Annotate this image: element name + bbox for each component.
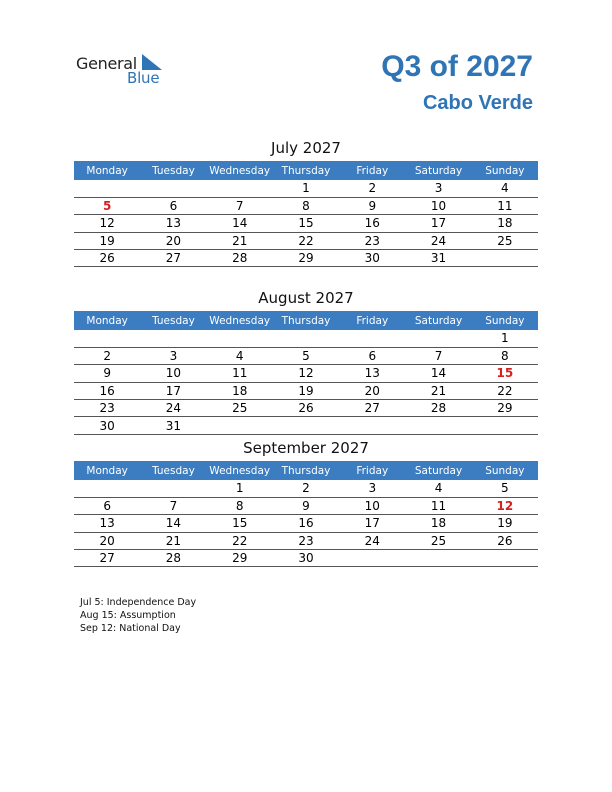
day-cell: 10 [339,497,405,514]
day-cell: 27 [140,250,206,267]
month-title: August 2027 [258,289,354,307]
weekday-header: Wednesday [207,461,273,480]
empty-day-cell [140,480,206,497]
day-cell: 2 [273,480,339,497]
empty-day-cell [140,180,206,197]
day-cell: 25 [405,532,471,549]
week-row [74,497,538,514]
weekday-header: Saturday [405,461,471,480]
day-cell: 24 [339,532,405,549]
weekday-header: Friday [339,461,405,480]
week-row [74,365,538,382]
empty-day-cell [472,550,538,567]
empty-day-cell [74,330,140,347]
day-cell: 18 [472,215,538,232]
day-cell: 9 [74,365,140,382]
day-cell: 15 [273,215,339,232]
day-cell: 6 [74,497,140,514]
day-cell: 16 [273,515,339,532]
day-cell: 13 [140,215,206,232]
month-grid [74,161,538,267]
day-cell: 17 [405,215,471,232]
day-cell: 11 [405,497,471,514]
holiday-note: Sep 12: National Day [80,623,181,635]
week-row [74,417,538,434]
holiday-day-cell: 12 [472,497,538,514]
empty-day-cell [472,250,538,267]
day-cell: 27 [74,550,140,567]
weekday-header: Monday [74,461,140,480]
week-row [74,515,538,532]
day-cell: 6 [140,197,206,214]
day-cell: 10 [405,197,471,214]
generalblue-logo [76,53,176,87]
month-title: July 2027 [271,139,341,157]
empty-day-cell [339,550,405,567]
empty-day-cell [339,330,405,347]
day-cell: 24 [405,232,471,249]
month-grid [74,311,538,435]
day-cell: 28 [207,250,273,267]
week-row [74,400,538,417]
day-cell: 5 [273,347,339,364]
day-cell: 9 [273,497,339,514]
holiday-notes [80,596,196,636]
week-row [74,382,538,399]
holiday-note: Jul 5: Independence Day [80,597,197,608]
day-cell: 14 [405,365,471,382]
day-cell: 27 [339,400,405,417]
day-cell: 25 [207,400,273,417]
holiday-day-cell: 15 [472,365,538,382]
day-cell: 29 [472,400,538,417]
logo-word-blue: Blue [127,69,160,87]
day-cell: 19 [74,232,140,249]
week-row [74,480,538,497]
day-cell: 2 [339,180,405,197]
weekday-header-row [74,311,538,330]
empty-day-cell [207,417,273,434]
day-cell: 3 [140,347,206,364]
week-row [74,215,538,232]
day-cell: 26 [472,532,538,549]
day-cell: 12 [74,215,140,232]
day-cell: 3 [339,480,405,497]
day-cell: 8 [472,347,538,364]
day-cell: 19 [273,382,339,399]
day-cell: 4 [207,347,273,364]
day-cell: 14 [140,515,206,532]
weekday-header: Saturday [405,311,471,330]
day-cell: 26 [273,400,339,417]
day-cell: 3 [405,180,471,197]
empty-day-cell [207,330,273,347]
day-cell: 7 [140,497,206,514]
day-cell: 18 [207,382,273,399]
day-cell: 22 [273,232,339,249]
day-cell: 16 [339,215,405,232]
weekday-header: Wednesday [207,311,273,330]
month-title: September 2027 [243,439,369,457]
week-row [74,532,538,549]
day-cell: 25 [472,232,538,249]
empty-day-cell [74,180,140,197]
day-cell: 26 [74,250,140,267]
day-cell: 17 [140,382,206,399]
month-july [74,137,538,267]
country-name: Cabo Verde [422,92,533,114]
page-title: Q3 of 2027 [381,50,533,83]
empty-day-cell [339,417,405,434]
day-cell: 10 [140,365,206,382]
day-cell: 9 [339,197,405,214]
weekday-header: Tuesday [140,311,206,330]
week-row [74,330,538,347]
day-cell: 28 [405,400,471,417]
day-cell: 23 [339,232,405,249]
day-cell: 31 [405,250,471,267]
day-cell: 23 [273,532,339,549]
weekday-header: Sunday [472,161,538,180]
day-cell: 1 [472,330,538,347]
day-cell: 22 [207,532,273,549]
month-september [74,437,538,567]
day-cell: 13 [74,515,140,532]
day-cell: 8 [273,197,339,214]
day-cell: 1 [207,480,273,497]
day-cell: 13 [339,365,405,382]
day-cell: 8 [207,497,273,514]
weekday-header: Tuesday [140,461,206,480]
week-row [74,550,538,567]
day-cell: 23 [74,400,140,417]
day-cell: 5 [472,480,538,497]
day-cell: 22 [472,382,538,399]
empty-day-cell [140,330,206,347]
week-row [74,250,538,267]
day-cell: 15 [207,515,273,532]
empty-day-cell [405,417,471,434]
day-cell: 16 [74,382,140,399]
weekday-header: Monday [74,311,140,330]
day-cell: 7 [405,347,471,364]
month-grid [74,461,538,567]
weekday-header: Sunday [472,461,538,480]
holiday-note: Aug 15: Assumption [80,610,176,622]
day-cell: 18 [405,515,471,532]
month-august [74,287,538,435]
day-cell: 29 [273,250,339,267]
week-row [74,232,538,249]
day-cell: 31 [140,417,206,434]
weekday-header: Monday [74,161,140,180]
empty-day-cell [273,330,339,347]
day-cell: 29 [207,550,273,567]
week-row [74,197,538,214]
empty-day-cell [472,417,538,434]
day-cell: 11 [207,365,273,382]
week-row [74,347,538,364]
day-cell: 14 [207,215,273,232]
day-cell: 19 [472,515,538,532]
empty-day-cell [405,550,471,567]
day-cell: 21 [140,532,206,549]
weekday-header: Friday [339,161,405,180]
logo-word-general: General [76,54,137,73]
day-cell: 20 [140,232,206,249]
day-cell: 4 [472,180,538,197]
day-cell: 24 [140,400,206,417]
empty-day-cell [74,480,140,497]
day-cell: 4 [405,480,471,497]
day-cell: 12 [273,365,339,382]
weekday-header-row [74,161,538,180]
weekday-header: Thursday [273,461,339,480]
weekday-header: Thursday [273,161,339,180]
day-cell: 17 [339,515,405,532]
weekday-header: Tuesday [140,161,206,180]
day-cell: 21 [405,382,471,399]
day-cell: 30 [339,250,405,267]
day-cell: 20 [339,382,405,399]
weekday-header: Sunday [472,311,538,330]
day-cell: 28 [140,550,206,567]
empty-day-cell [207,180,273,197]
day-cell: 11 [472,197,538,214]
day-cell: 30 [273,550,339,567]
week-row [74,180,538,197]
day-cell: 20 [74,532,140,549]
day-cell: 6 [339,347,405,364]
day-cell: 7 [207,197,273,214]
holiday-day-cell: 5 [74,197,140,214]
weekday-header-row [74,461,538,480]
weekday-header: Friday [339,311,405,330]
weekday-header: Saturday [405,161,471,180]
empty-day-cell [405,330,471,347]
empty-day-cell [273,417,339,434]
day-cell: 21 [207,232,273,249]
weekday-header: Wednesday [207,161,273,180]
day-cell: 2 [74,347,140,364]
weekday-header: Thursday [273,311,339,330]
day-cell: 1 [273,180,339,197]
day-cell: 30 [74,417,140,434]
